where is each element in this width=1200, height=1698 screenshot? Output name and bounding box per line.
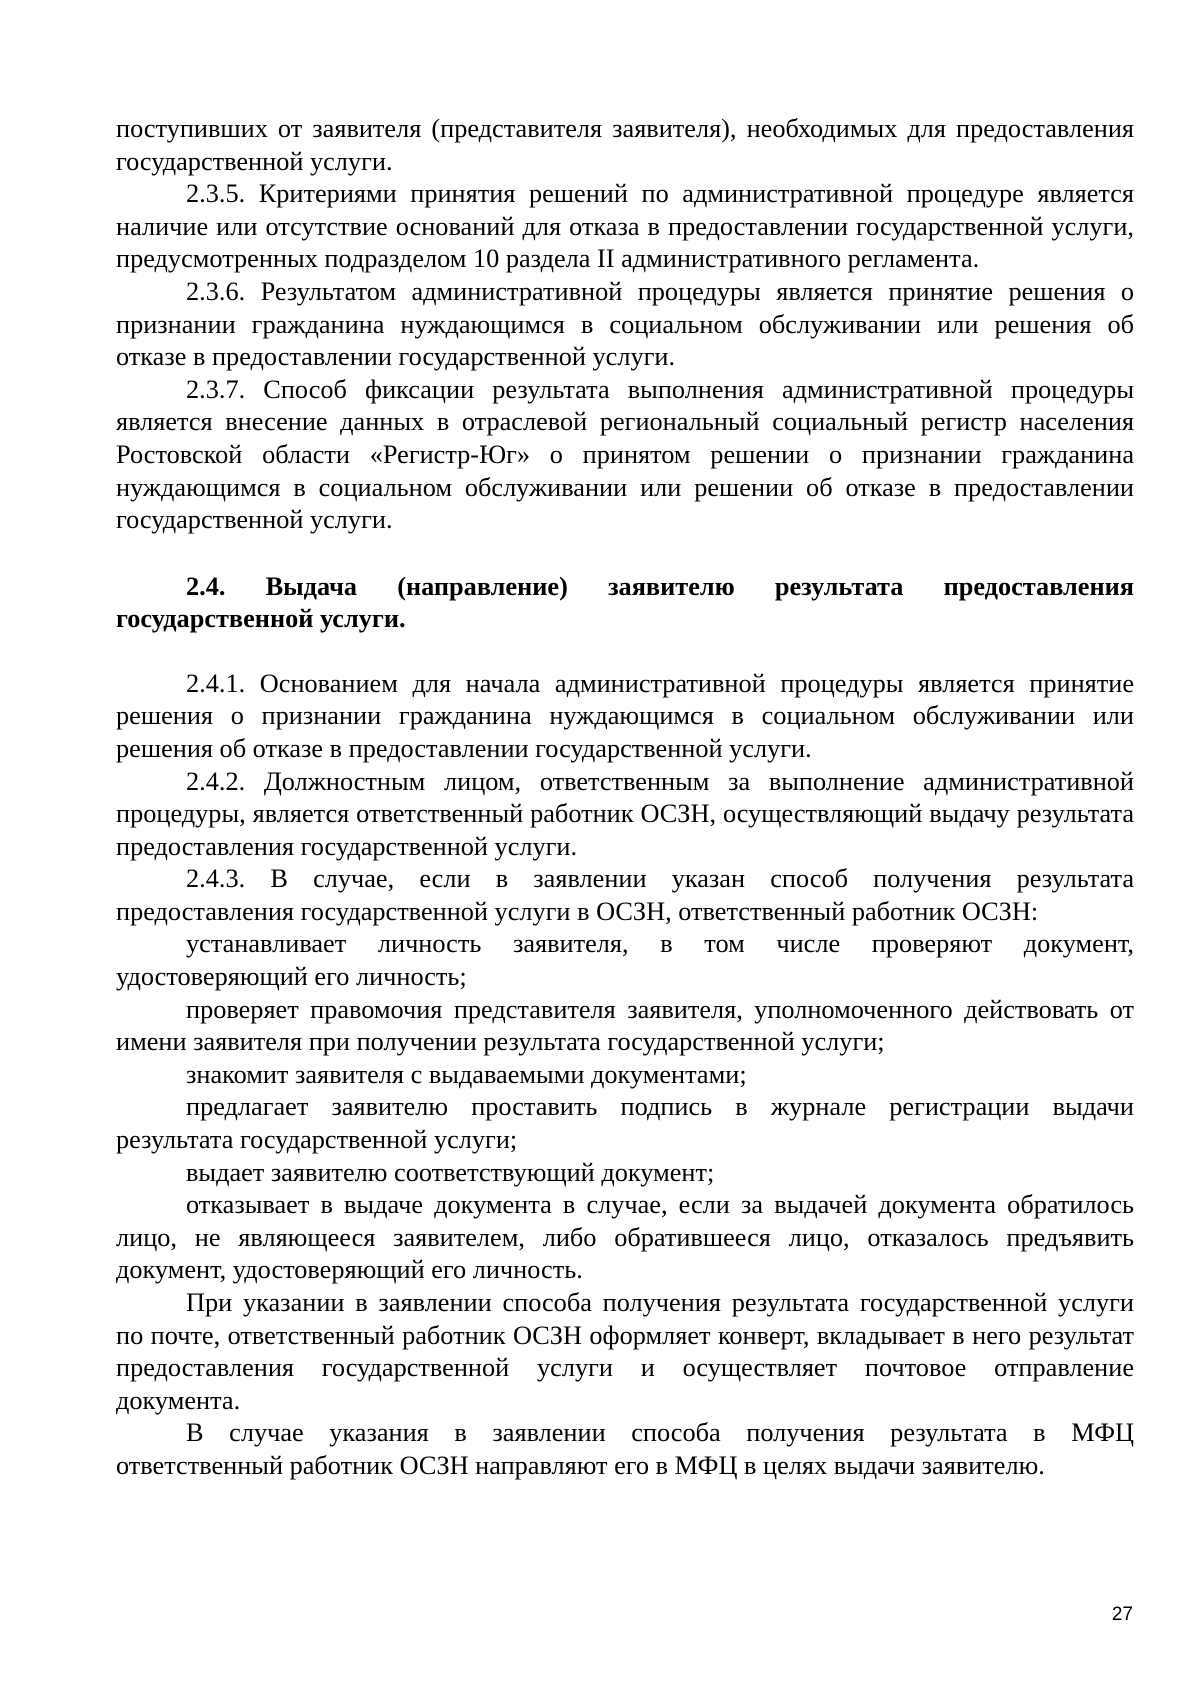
paragraph-2-3-6: 2.3.6. Результатом административной процедуры является принятие решения о признании гражданина нуждающимся в социальном обслуживании или решения об отказе в предоставлении государственной услуги. [116,276,1134,372]
paragraph-postal-delivery: При указании в заявлении способа получения результата государственной услуги по почте, ответственный работник ОСЗН оформляет конверт, вкладывает в него результат предоставления государственной услуги и осуществляет почтовое отправление документа. [116,1288,1134,1415]
section-heading-2-4: 2.4. Выдача (направление) заявителю результата предоставления государственной услуги. [116,571,1134,633]
paragraph-2-3-7: 2.3.7. Способ фиксации результата выполнения административной процедуры является внесение данных в отраслевой региональный социальный регистр населения Ростовской области «Регистр-Юг» о принятом решении о признании гражданина нуждающимся в социальном обслуживании или решении об отказе в предоставлении государственной услуги. [116,374,1134,535]
paragraph-refuse-issue: отказывает в выдаче документа в случае, если за выдачей документа обратилось лицо, не являющееся заявителем, либо обратившееся лицо, отказалось предъявить документ, удостоверяющий его личность. [116,1190,1134,1285]
paragraph-2-4-3: 2.4.3. В случае, если в заявлении указан способ получения результата предоставления государственной услуги в ОСЗН, ответственный работник ОСЗН: [116,864,1134,926]
paragraph-check-powers: проверяет правомочия представителя заявителя, уполномоченного действовать от имени заявителя при получении результата государственной услуги; [116,994,1134,1057]
page-number: 27 [1111,1604,1133,1625]
paragraph-signature-journal: предлагает заявителю проставить подпись в журнале регистрации выдачи результата государственной услуги; [116,1092,1134,1155]
paragraph-establish-identity: устанавливает личность заявителя, в том числе проверяют документ, удостоверяющий его личность; [116,929,1134,992]
paragraph-mfc-delivery: В случае указания в заявлении способа получения результата в МФЦ ответственный работник ОСЗН направляют его в МФЦ в целях выдачи заявителю. [116,1418,1134,1480]
document-body [116,113,1134,1483]
paragraph-2-4-1: 2.4.1. Основанием для начала административной процедуры является принятие решения о признании гражданина нуждающимся в социальном обслуживании или решения об отказе в предоставлении государственной услуги. [116,668,1134,763]
paragraph-continuation: поступивших от заявителя (представителя заявителя), необходимых для предоставления государственной услуги. [116,114,1134,176]
paragraph-acquaint-documents: знакомит заявителя с выдаваемыми документами; [186,1059,747,1089]
paragraph-2-3-5: 2.3.5. Критериями принятия решений по административной процедуре является наличие или отсутствие оснований для отказа в предоставлении государственной услуги, предусмотренных подразделом 10 раздела II административного регламента. [116,179,1134,274]
paragraph-issue-document: выдает заявителю соответствующий документ; [186,1157,715,1187]
paragraph-2-4-2: 2.4.2. Должностным лицом, ответственным за выполнение административной процедуры, является ответственный работник ОСЗН, осуществляющий выдачу результата предоставления государственной услуги. [116,766,1134,861]
